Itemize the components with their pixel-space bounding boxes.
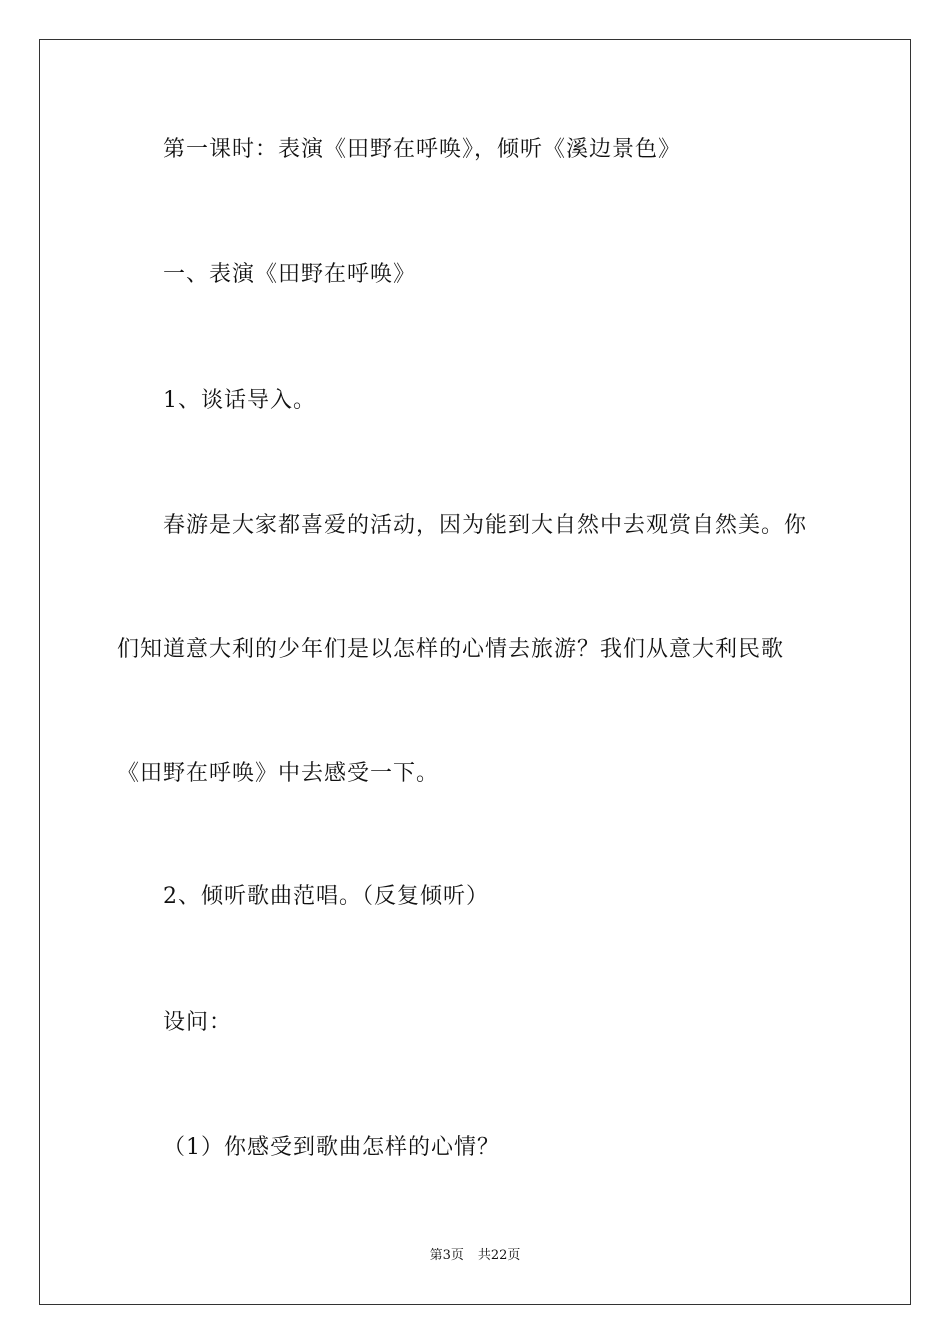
section-heading: 一、表演《田野在呼唤》 — [163, 262, 417, 287]
question-label: 设问： — [163, 1010, 233, 1035]
lesson-heading: 第一课时：表演《田野在呼唤》，倾听《溪边景色》 — [163, 137, 682, 162]
page-total: 共22页 — [477, 1248, 521, 1263]
page-footer — [0, 1248, 950, 1264]
paragraph-line-1: 春游是大家都喜爱的活动，因为能到大自然中去观赏自然美。你 — [163, 513, 808, 538]
paragraph-line-2: 们知道意大利的少年们是以怎样的心情去旅游？我们从意大利民歌 — [117, 637, 785, 662]
step-2-heading: 2、倾听歌曲范唱。（反复倾听） — [163, 884, 489, 909]
question-1: （1）你感受到歌曲怎样的心情？ — [163, 1135, 500, 1160]
page-border — [39, 39, 911, 1305]
step-1-heading: 1、谈话导入。 — [163, 388, 316, 413]
paragraph-line-3: 《田野在呼唤》中去感受一下。 — [117, 761, 440, 786]
page-number: 第3页 — [429, 1248, 464, 1263]
